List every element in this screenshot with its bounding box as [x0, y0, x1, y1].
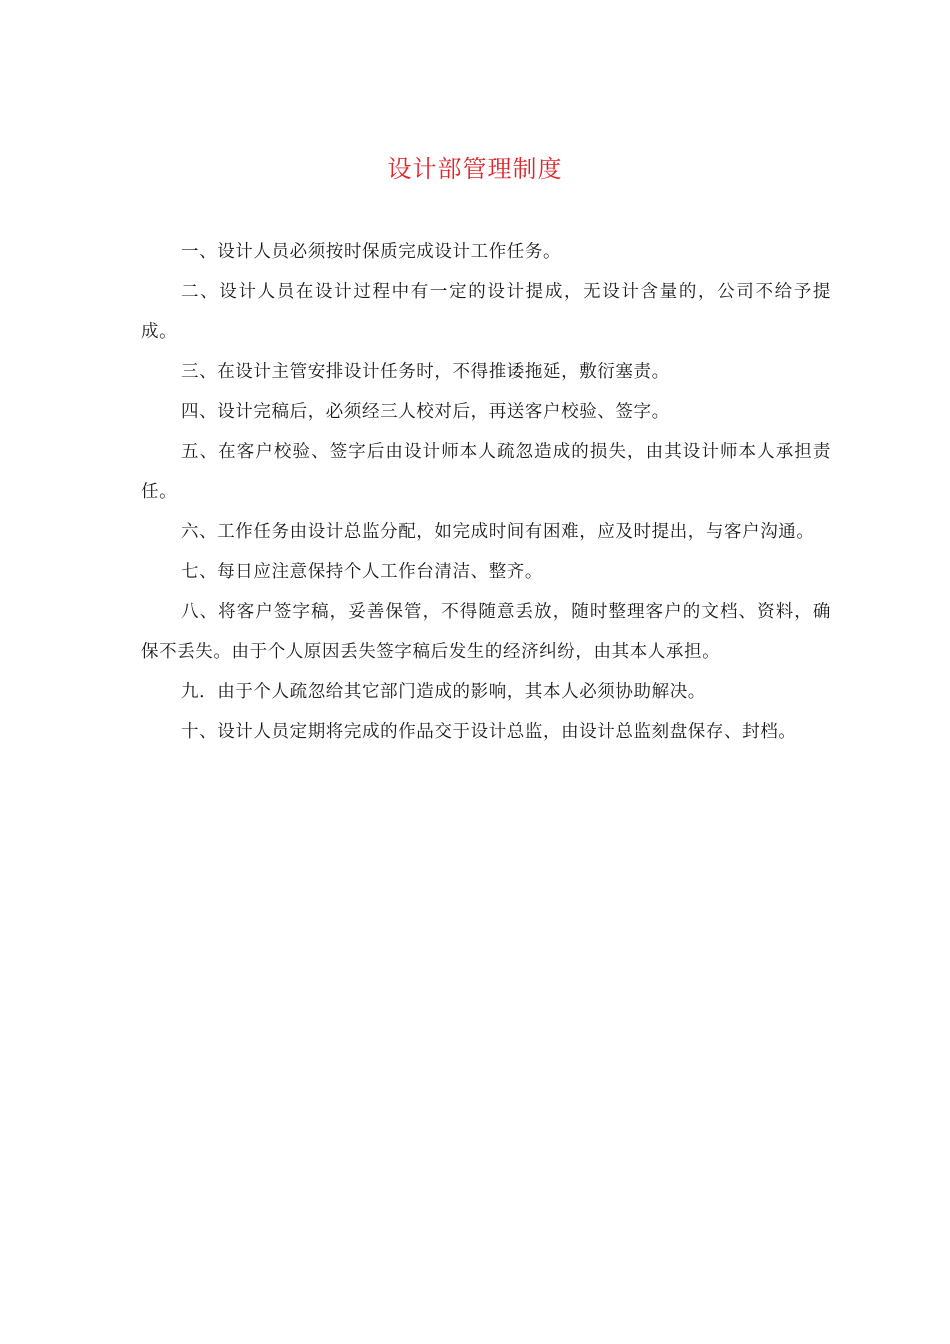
rule-paragraph-7: 七、每日应注意保持个人工作台清洁、整齐。 [181, 562, 543, 582]
rule-paragraph-2: 二、设计人员在设计过程中有一定的设计提成，无设计含量的，公司不给予提成。 [141, 282, 831, 342]
rule-paragraph-1: 一、设计人员必须按时保质完成设计工作任务。 [181, 242, 562, 262]
document-body [141, 232, 831, 752]
rule-paragraph-3: 三、在设计主管安排设计任务时，不得推诿拖延，敷衍塞责。 [181, 362, 670, 382]
rule-paragraph-9: 九．由于个人疏忽给其它部门造成的影响，其本人必须协助解决。 [181, 682, 706, 702]
rule-paragraph-4: 四、设计完稿后，必须经三人校对后，再送客户校验、签字。 [181, 402, 670, 422]
page-title: 设计部管理制度 [387, 155, 563, 183]
rule-paragraph-8: 八、将客户签字稿，妥善保管，不得随意丢放，随时整理客户的文档、资料，确保不丢失。由于个人原因丢失签字稿后发生的经济纠纷，由其本人承担。 [141, 602, 831, 662]
rule-paragraph-10: 十、设计人员定期将完成的作品交于设计总监，由设计总监刻盘保存、封档。 [181, 722, 797, 742]
rule-paragraph-6: 六、工作任务由设计总监分配，如完成时间有困难，应及时提出，与客户沟通。 [181, 522, 815, 542]
rule-paragraph-5: 五、在客户校验、签字后由设计师本人疏忽造成的损失，由其设计师本人承担责任。 [141, 442, 831, 502]
